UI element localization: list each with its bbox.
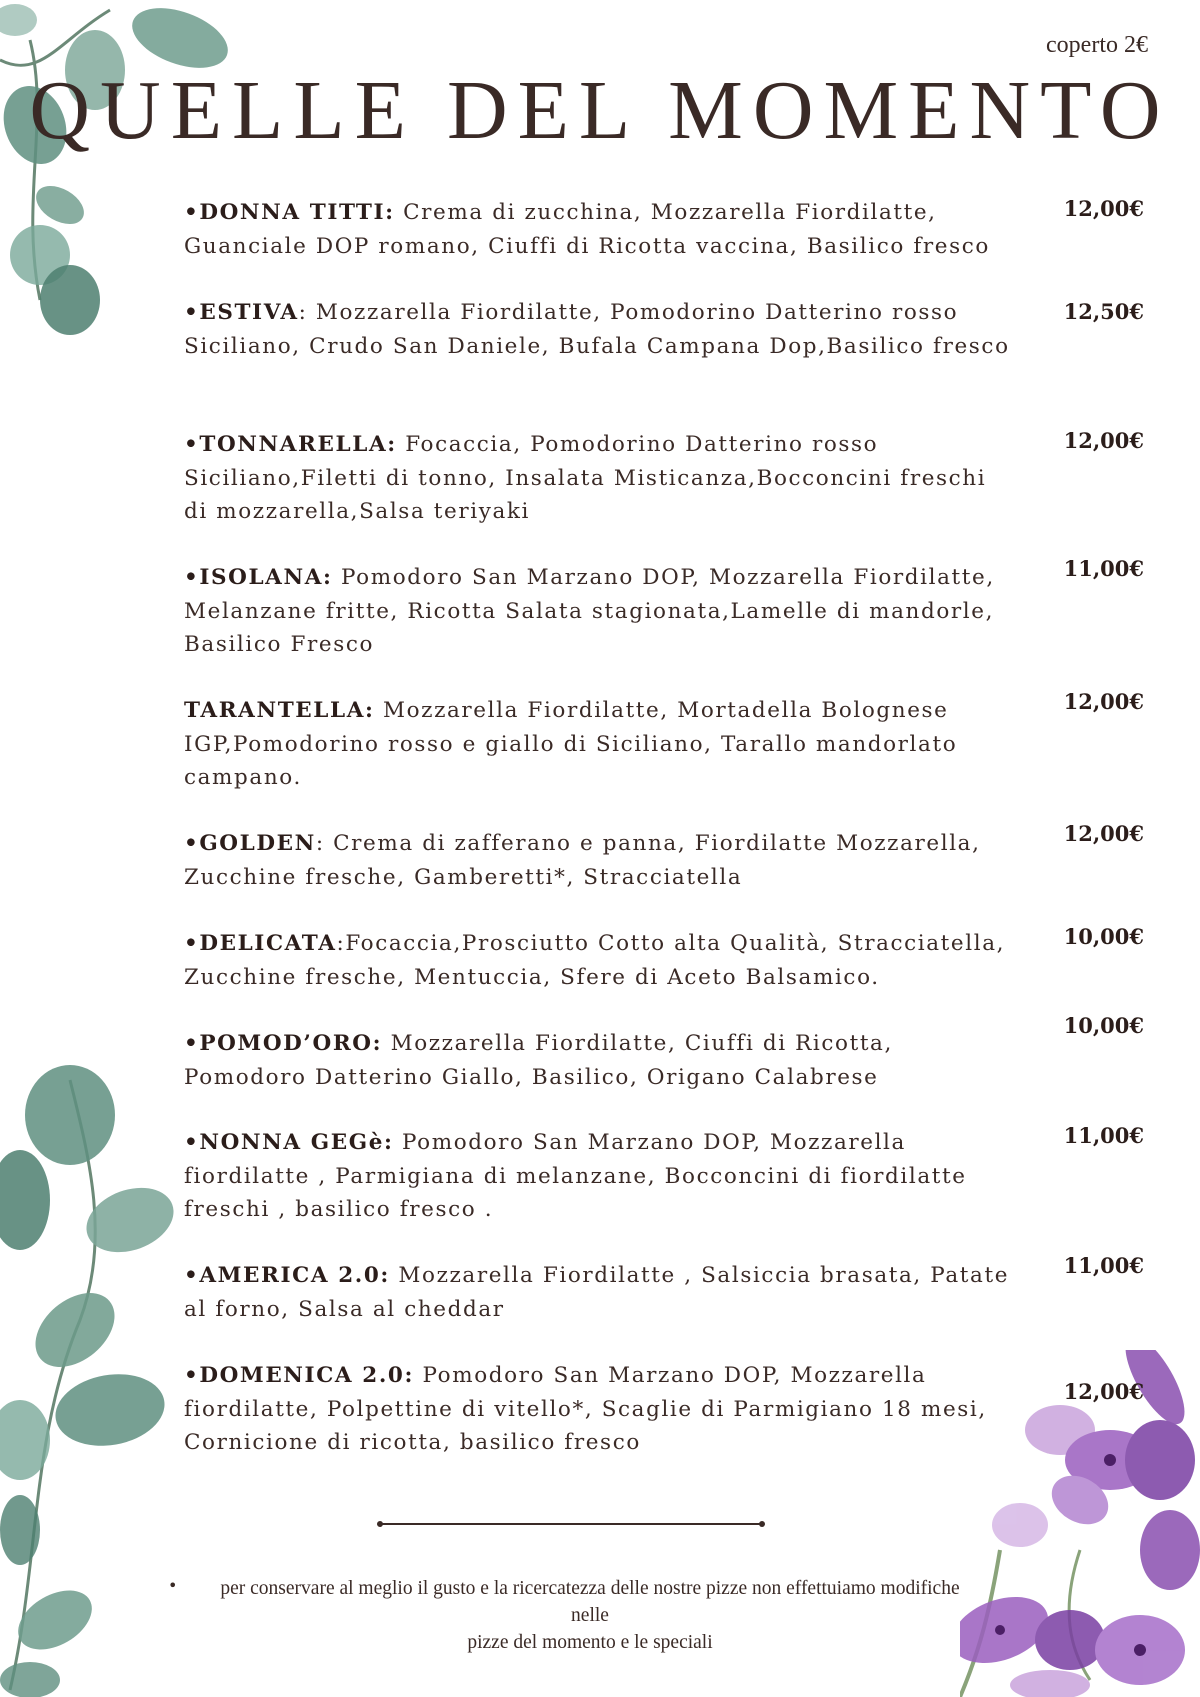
pizza-ingredients: :Focaccia,Prosciutto Cotto alta Qualità, Stracciatella, Zucchine fresche, Mentuccia, Sfere di Aceto Balsamico. xyxy=(184,931,1006,990)
pizza-ingredients: : Crema di zafferano e panna, Fiordilatte Mozzarella, Zucchine fresche, Gamberetti*, Stracciatella xyxy=(184,831,981,890)
menu-item xyxy=(184,1359,1184,1460)
menu-item xyxy=(184,428,1184,529)
pizza-ingredients: Crema di zucchina, Mozzarella Fiordilatte, Guanciale DOP romano, Ciuffi di Ricotta vaccina, Basilico fresco xyxy=(184,200,990,259)
pizza-price: 12,00€ xyxy=(1063,1379,1144,1404)
menu-item xyxy=(184,556,1184,662)
pizza-price: 12,00€ xyxy=(1063,689,1144,714)
menu-item xyxy=(184,1123,1184,1227)
pizza-name: •POMOD’ORO: xyxy=(184,1031,383,1056)
pizza-name: •ESTIVA xyxy=(184,300,299,325)
pizza-name: •DONNA TITTI: xyxy=(184,200,395,225)
pizza-price: 12,00€ xyxy=(1063,196,1144,221)
pizza-price: 11,00€ xyxy=(1063,1253,1144,1278)
pizza-price: 11,00€ xyxy=(1063,556,1144,581)
pizza-price: 12,00€ xyxy=(1063,428,1144,453)
pizza-name: •DOMENICA 2.0: xyxy=(184,1363,415,1388)
section-divider xyxy=(380,1523,762,1525)
pizza-ingredients: Mozzarella Fiordilatte , Salsiccia brasata, Patate al forno, Salsa al cheddar xyxy=(184,1263,1010,1322)
pizza-name: •ISOLANA: xyxy=(184,565,333,590)
eucalyptus-top-left-decoration xyxy=(0,0,240,340)
menu-item xyxy=(184,689,1184,795)
footer-note-line2: pizze del momento e le speciali xyxy=(467,1632,713,1653)
pizza-name: TARANTELLA: xyxy=(184,698,375,723)
pizza-ingredients: : Mozzarella Fiordilatte, Pomodorino Datterino rosso Siciliano, Crudo San Daniele, Bufala Campana Dop,Basilico fresco xyxy=(184,300,1010,359)
pizza-name: •NONNA GEGè: xyxy=(184,1130,394,1155)
menu-item xyxy=(184,196,1184,263)
menu-item xyxy=(184,821,1184,894)
pizza-name: •GOLDEN xyxy=(184,831,316,856)
pizza-price: 10,00€ xyxy=(1063,1013,1144,1038)
menu-item xyxy=(184,1013,1184,1094)
footer-note xyxy=(200,1575,980,1656)
footer-bullet: • xyxy=(168,1576,178,1595)
pizza-name: •AMERICA 2.0: xyxy=(184,1263,390,1288)
pizza-price: 12,00€ xyxy=(1063,821,1144,846)
footer-note-line1: per conservare al meglio il gusto e la ricercatezza delle nostre pizze non effettuiamo modifiche nelle xyxy=(220,1578,960,1626)
cover-charge: coperto 2€ xyxy=(1046,32,1148,58)
page-title: QUELLE DEL MOMENTO xyxy=(29,64,1171,157)
menu-item xyxy=(184,1253,1184,1326)
eucalyptus-bottom-left-decoration xyxy=(0,1060,200,1697)
pizza-name: •DELICATA xyxy=(184,931,337,956)
menu-item xyxy=(184,924,1184,994)
pizza-ingredients: Mozzarella Fiordilatte, Ciuffi di Ricotta, Pomodoro Datterino Giallo, Basilico, Origano Calabrese xyxy=(184,1031,893,1090)
pizza-ingredients: Pomodoro San Marzano DOP, Mozzarella fiordilatte , Parmigiana di melanzane, Bocconcini di fiordilatte freschi , basilico fresco . xyxy=(184,1130,967,1222)
menu-item xyxy=(184,296,1184,363)
pizza-price: 12,50€ xyxy=(1063,299,1144,324)
pizza-ingredients: Mozzarella Fiordilatte, Mortadella Bolognese IGP,Pomodorino rosso e giallo di Siciliano, Tarallo mandorlato campano. xyxy=(184,698,958,790)
pizza-ingredients: Pomodoro San Marzano DOP, Mozzarella Fiordilatte, Melanzane fritte, Ricotta Salata stagionata,Lamelle di mandorle, Basilico Fresco xyxy=(184,565,995,657)
pizza-price: 10,00€ xyxy=(1063,924,1144,949)
pizza-ingredients: Focaccia, Pomodorino Datterino rosso Siciliano,Filetti di tonno, Insalata Misticanza,Bocconcini freschi di mozzarella,Salsa teriyaki xyxy=(184,432,987,524)
pizza-price: 11,00€ xyxy=(1063,1123,1144,1148)
pizza-ingredients: Pomodoro San Marzano DOP, Mozzarella fiordilatte, Polpettine di vitello*, Scaglie di Parmigiano 18 mesi, Cornicione di ricotta, basilico fresco xyxy=(184,1363,987,1455)
pizza-name: •TONNARELLA: xyxy=(184,432,397,457)
